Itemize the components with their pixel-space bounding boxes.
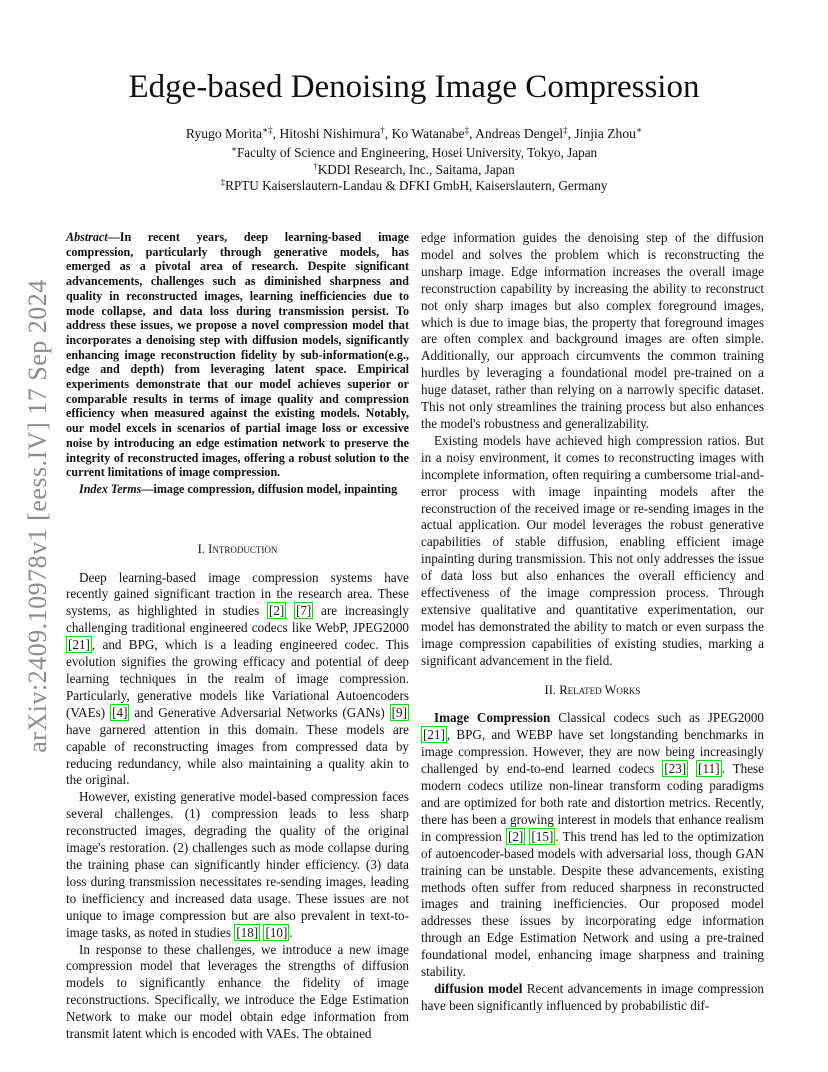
author-mark: ∗‡: [262, 125, 273, 135]
intro-paragraph: Existing models have achieved high compression ratios. But in a noisy environment, it comes to reconstructing images with incomplete information, often requiring a cumbersome trial-and-error process with image inpainting models after the reconstruction of the received image or re-sending images in the actual application. Our model leverages the robust generative capabilities of stable diffusion, enabling efficient image inpainting during transmission. This not only addresses the issue of data loss but also enhances the overall efficiency and effectiveness of the image compression process. Through extensive qualitative and quantitative experimentation, our model has demonstrated the ability to match or even surpass the image compression capabilities of existing studies, marking a significant advancement in the field.: [421, 432, 764, 668]
author-mark: ‡: [464, 125, 470, 135]
body-text: Classical codecs such as JPEG2000: [550, 710, 764, 726]
intro-paragraph-continued: edge information guides the denoising step of the diffusion model and solves the problem which is reconstructing the unsharp image. Edge information increases the overall image reconstruction capability by increasing the ability to reconstruct not only sharp images but also complex foreground images, which is due to image bias, the property that foreground images are often complex and background images are often simple. Additionally, our approach circumvents the common training hurdles by leveraging a foundational model pre-trained on a huge dataset, rather than relying on a narrowly specific dataset. This not only streamlines the training process but also enhances the model's robustness and generalizability.: [421, 230, 764, 431]
citation-link[interactable]: [9]: [391, 704, 407, 720]
body-text: . This trend has led to the optimization of autoencoder-based models with adversarial loss, though GAN training can be unstable. Despite these advancements, existing methods often suffer from reduced sharpness in reconstructed images and training inefficiencies. Our proposed model addresses these issues by incorporating edge information through an Edge Estimation Network and using a pre-trained foundational model, enhancing image sharpness and training stability.: [421, 828, 764, 980]
affiliation: [0, 144, 828, 162]
affiliation: [0, 177, 828, 195]
citation-link[interactable]: [21]: [68, 637, 90, 653]
body-text: [688, 761, 696, 776]
citation-link[interactable]: [7]: [295, 603, 312, 619]
body-text: have garnered attention in this domain. These models are capable of reconstructing images from compressed data by reducing redundancy, while also maintaining a quality akin to the original.: [66, 721, 409, 788]
index-terms: [66, 482, 409, 497]
body-text: and Generative Adversarial Networks (GANs): [129, 704, 390, 720]
author-name: Ko Watanabe: [391, 126, 465, 141]
paper-title: Edge-based Denoising Image Compression: [128, 69, 700, 105]
related-paragraph: [421, 710, 764, 981]
author-mark: ‡: [563, 125, 568, 135]
body-text: [286, 603, 294, 618]
body-text: are increasingly challenging traditional engineered codecs like WebP, JPEG2000: [66, 603, 409, 636]
section-heading-related-works: II. Related Works: [544, 682, 641, 697]
body-text: , BPG, and WEBP have set longstanding benchmarks in image compression. However, they are now being increasingly challenged by end-to-end learned codecs: [421, 727, 764, 777]
citation-link[interactable]: [11]: [698, 761, 720, 777]
body-text: , and BPG, which is a leading engineered codec. This evolution signifies the growing efficacy and potential of deep learning techniques in the realm of image compression. Particularly, generative models like Variational Autoencoders (VAEs): [66, 637, 409, 720]
author-name: Andreas Dengel: [475, 126, 564, 141]
runin-heading: Image Compression: [434, 710, 551, 726]
abstract-label: Abstract: [66, 230, 108, 244]
right-column: [421, 230, 764, 1015]
citation-link[interactable]: [21]: [423, 727, 445, 743]
affiliation-mark: ‡: [220, 177, 226, 187]
index-terms-label: Index Terms: [79, 481, 142, 496]
affiliation-mark: ∗: [230, 144, 237, 154]
intro-paragraph: [66, 570, 409, 790]
body-text: Recent advancements in image compression have been significantly influenced by probabilistic dif-: [421, 980, 764, 1013]
affiliation-mark: †: [313, 161, 318, 171]
citation-link[interactable]: [15]: [531, 828, 554, 844]
body-text: However, existing generative model-based compression faces several challenges. (1) compression leads to less sharp reconstructed images, degrading the quality of the original image's restoration. (2) challenges such as mode collapse during the training phase can significantly hinder efficiency. (3) data loss during transmission necessitates re-sending images, leading to inefficiency and increased data usage. These issues are not unique to image compression but are also prevalent in text-to-image tasks, as noted in studies: [66, 789, 409, 940]
intro-paragraph: [66, 789, 409, 941]
section-heading-introduction: I. Introduction: [197, 541, 278, 556]
author-name: Jinjia Zhou: [574, 126, 636, 141]
citation-link[interactable]: [18]: [236, 924, 259, 940]
author-list: Ryugo Morita∗‡, Hitoshi Nishimura†, Ko Watanabe‡, Andreas Dengel‡, Jinjia Zhou∗: [185, 125, 643, 141]
author-name: Hitoshi Nishimura: [279, 126, 381, 141]
runin-heading: diffusion model: [434, 980, 523, 996]
citation-link[interactable]: [2]: [268, 603, 285, 619]
abstract: [66, 230, 409, 480]
citation-link[interactable]: [10]: [265, 924, 288, 940]
affiliation-text: Faculty of Science and Engineering, Hosei University, Tokyo, Japan: [236, 145, 598, 160]
body-text: . These modern codecs utilize non-linear transform coding paradigms and are optimized for both rate and distortion metrics. Recently, there has been a growing interest in models that enhance realism in compression: [421, 761, 764, 844]
arxiv-identifier-stamp: [20, 279, 56, 753]
citation-link[interactable]: [4]: [112, 704, 128, 720]
body-text: Deep learning-based image compression systems have recently gained significant traction in the research area. These systems, as highlighted in studies: [66, 569, 409, 619]
author-mark: †: [380, 125, 385, 135]
citation-link[interactable]: [2]: [507, 828, 524, 844]
affiliation-text: KDDI Research, Inc., Saitama, Japan: [317, 162, 515, 177]
author-mark: ∗: [635, 125, 643, 135]
affiliation-text: RPTU Kaiserslautern-Landau & DFKI GmbH, Kaiserslautern, Germany: [225, 178, 608, 193]
index-terms-text: —image compression, diffusion model, inpainting: [141, 481, 398, 496]
left-column: [66, 230, 409, 1043]
citation-link[interactable]: [23]: [664, 761, 687, 777]
author-name: Ryugo Morita: [185, 126, 263, 141]
intro-paragraph: In response to these challenges, we introduce a new image compression model that leverages the strengths of diffusion models to significantly enhance the fidelity of image reconstructions. Specifically, we introduce the Edge Estimation Network to make our model obtain edge information from transmit latent which is encoded with VAEs. The obtained: [66, 941, 409, 1042]
body-text: .: [289, 924, 293, 940]
arxiv-identifier-text: arXiv:2409.10978v1 [eess.IV] 17 Sep 2024: [23, 279, 52, 753]
related-paragraph: [421, 981, 764, 1015]
abstract-text: —In recent years, deep learning-based image compression, particularly through generative models, has emerged as a pivotal area of research. Despite significant advancements, challenges such as diminished sharpness and quality in reconstructed images, learning inefficiencies due to mode collapse, and data loss during transmission persist. To address these issues, we propose a novel compression model that incorporates a denoising step with diffusion models, significantly enhancing image reconstruction fidelity by sub-information(e.g., edge and depth) from leveraging latent space. Empirical experiments demonstrate that our model achieves superior or comparable results in terms of image quality and compression efficiency when measured against the existing models. Notably, our model excels in scenarios of partial image loss or excessive noise by introducing an edge estimation network to preserve the integrity of reconstructed images, offering a robust solution to the current limitations of image compression.: [66, 230, 409, 480]
